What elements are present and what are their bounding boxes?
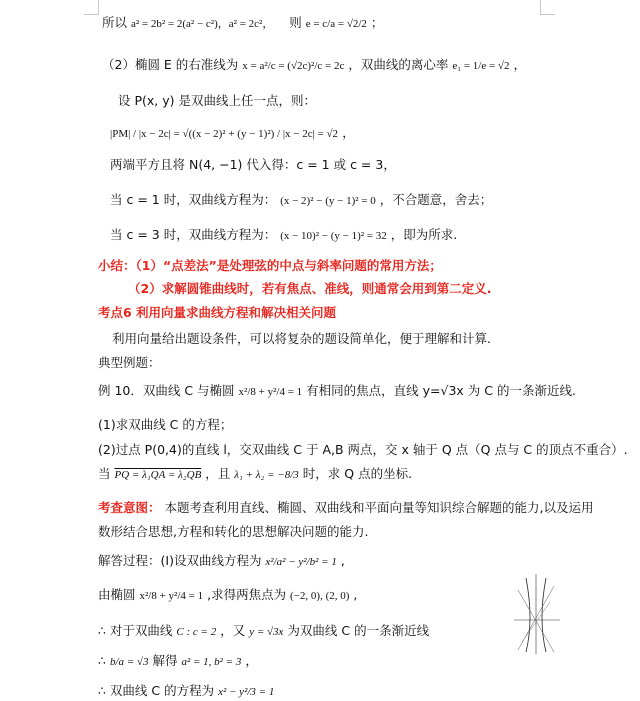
math-expression: a² = 2b² = 2(a² − c²)，a² = 2c²， [130,18,274,30]
math-expression: e = c/a = √2/2 [305,18,367,30]
math-expression: x²/8 + y²/4 = 1 [238,386,303,398]
text-line: 当 c = 1 时，双曲线方程为： (x − 2)² − (y − 1)² = 0 ，不合题意，舍去； [110,192,493,207]
page-corner-mark [84,0,99,15]
intent-label: 考查意图： [98,500,161,515]
text-line: ∴ b/a = √3 解得 a² = 1, b² = 3 ， [98,653,258,668]
text-line: （2）椭圆 E 的右准线为 x = a²/c = (√2c)²/c = 2c ，双曲线的离心率 e₁ = 1/e = √2 ， [102,57,526,72]
math-expression: a² = 1, b² = 3 [181,656,242,668]
math-expression: y = √3x [249,626,284,638]
text-line: |PM| / |x − 2c| = √((x − 2)² + (y − 1)²) / |x − 2c| = √2 ， [110,125,355,140]
math-expression: C : c = 2 [176,626,217,638]
text-line: 当 c = 3 时，双曲线方程为： (x − 10)² − (y − 1)² = 32 ，即为所求. [110,227,458,242]
math-expression: x = a²/c = (√2c)²/c = 2c [242,60,345,72]
text-line: ∴ 对于双曲线 C : c = 2 ，又 y = √3x 为双曲线 C 的一条渐近线 [98,623,430,638]
math-expression: e₁ = 1/e = √2 [452,60,510,72]
text-line: 两端平方且将 N(4, −1) 代入得：c = 1 或 c = 3， [110,157,396,172]
text-line: 所以 a² = 2b² = 2(a² − c²)，a² = 2c²， 则 e = c/a = √2/2 ； [102,15,384,30]
math-expression: (x − 2)² − (y − 1)² = 0 [280,195,376,207]
text-line: 解答过程：(Ⅰ)设双曲线方程为 x²/a² − y²/b² = 1 , [98,553,345,568]
section-heading: 考点6 利用向量求曲线方程和解决相关问题 [98,305,337,320]
text-line: ∴ 双曲线 C 的方程为 x² − y²/3 = 1 [98,683,275,698]
math-expression: (x − 10)² − (y − 1)² = 32 [280,230,387,242]
text-line: (2)过点 P(0,4)的直线 l，交双曲线 C 于 A,B 两点，交 x 轴于 Q 点（Q 点与 C 的顶点不重合）. [98,442,628,457]
math-expression: x² − y²/3 = 1 [218,686,275,698]
text-line: 设 P(x, y) 是双曲线上任一点，则： [118,93,316,108]
text-line: 典型例题： [98,355,161,370]
text-line: (1)求双曲线 C 的方程； [98,417,233,432]
math-expression: b/a = √3 [109,656,149,668]
text-line: 当 PQ = λ₁QA = λ₂QB ，且 λ₁ + λ₂ = −8/3 时，求 Q 点的坐标. [98,466,413,481]
page-corner-mark [540,0,555,15]
text-line: 由椭圆 x²/8 + y²/4 = 1 ,求得两焦点为 (−2, 0), (2, 0) , [98,587,358,602]
summary-heading: 小结：（1）“点差法”是处理弦的中点与斜率问题的常用方法； [98,258,442,273]
hyperbola-right-branch [542,578,546,652]
hyperbola-left-branch [526,578,530,652]
math-expression: x²/a² − y²/b² = 1 [265,556,337,568]
text-line: 考查意图： 本题考查利用直线、椭圆、双曲线和平面向量等知识综合解题的能力,以及运用 [98,500,594,515]
example-title: 例 10．双曲线 C 与椭圆 x²/8 + y²/4 = 1 有相同的焦点，直线 y=√3x 为 C 的一条渐近线. [98,383,576,398]
math-expression: PQ = λ₁QA = λ₂QB [114,469,202,481]
math-expression: λ₁ + λ₂ = −8/3 [234,469,299,481]
math-expression: x²/8 + y²/4 = 1 [139,590,204,602]
text-line: 数形结合思想,方程和转化的思想解决问题的能力. [98,524,369,539]
summary-item: （2）求解圆锥曲线时，若有焦点、准线，则通常会用到第二定义. [128,281,492,296]
text-line: 利用向量给出题设条件，可以将复杂的题设简单化，便于理解和计算. [112,331,491,346]
hyperbola-figure [512,572,562,656]
math-expression: (−2, 0), (2, 0) [290,590,350,602]
math-expression: |PM| / |x − 2c| = √((x − 2)² + (y − 1)²) / |x − 2c| = √2 [110,128,339,140]
